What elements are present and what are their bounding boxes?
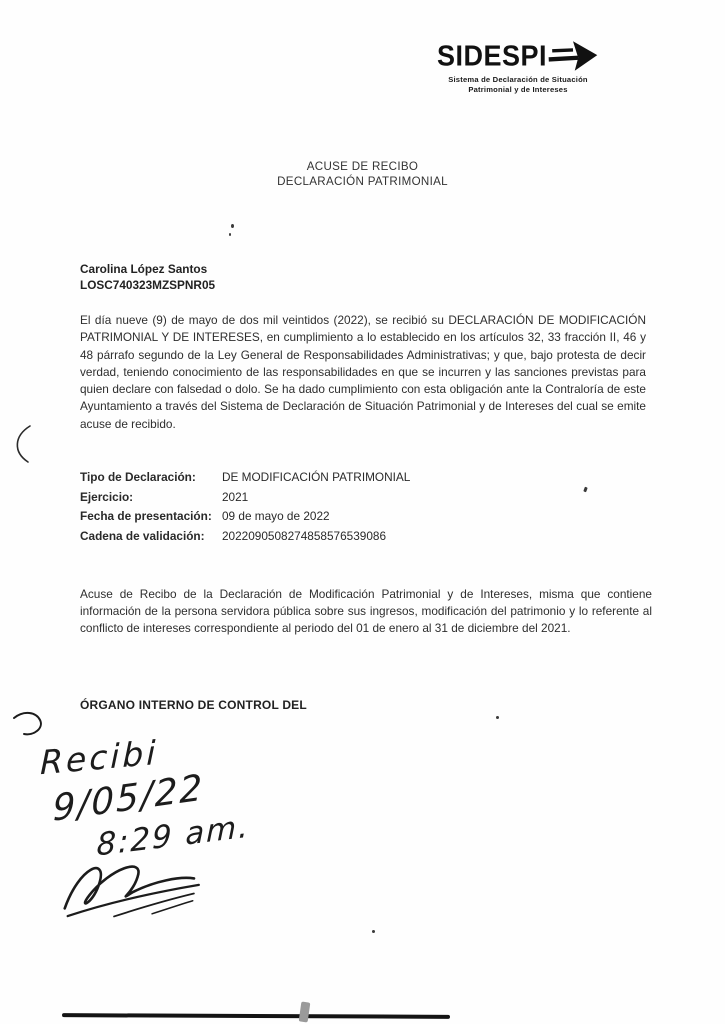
field-value: 2021 bbox=[222, 489, 249, 504]
arrow-icon bbox=[547, 38, 599, 74]
field-label: Cadena de validación: bbox=[80, 528, 205, 543]
logo-tagline bbox=[432, 75, 604, 95]
declaration-fields bbox=[80, 468, 640, 546]
field-row-fecha bbox=[80, 507, 640, 527]
declarant-name: Carolina López Santos bbox=[80, 262, 208, 276]
document-title bbox=[0, 160, 725, 189]
scan-speck bbox=[229, 233, 231, 236]
body-paragraph: El día nueve (9) de mayo de dos mil veintidos (2022), se recibió su DECLARACIÓN DE MODIFICACIÓN PATRIMONIAL Y DE INTERESES, en cumplimiento a lo establecido en los artículos 32, 33 fracción II, 46 y 48 párrafo segundo de la Ley General de Responsabilidades Administrativas; y que, bajo protesta de decir verdad, teniendo conocimiento de las responsabilidades en que se incurren y las sanciones previstas para quien declare con falsedad o dolo. Se ha dado cumplimiento con esta obligación ante la Contraloría de este Ayuntamiento a través del Sistema de Declaración de Situación Patrimonial y de Intereses del cual se emite acuse de recibido. bbox=[80, 313, 646, 431]
field-label: Ejercicio: bbox=[80, 489, 134, 504]
field-label: Fecha de presentación: bbox=[80, 509, 212, 523]
logo-tagline-line2: Patrimonial y de Intereses bbox=[468, 84, 568, 94]
declarant-id: LOSC740323MZSPNR05 bbox=[80, 277, 216, 292]
logo-tagline-line1: Sistema de Declaración de Situación bbox=[448, 75, 588, 84]
title-line1: ACUSE DE RECIBO bbox=[306, 160, 419, 173]
sidespi-logo bbox=[432, 38, 604, 95]
margin-squiggle-mark bbox=[10, 708, 52, 742]
field-label: Tipo de Declaración: bbox=[80, 470, 196, 484]
field-value: 2022090508274858576539086 bbox=[222, 528, 387, 543]
field-row-ejercicio bbox=[80, 488, 640, 508]
scan-speck bbox=[231, 224, 234, 228]
handwritten-time: 8:29 am. bbox=[96, 808, 251, 864]
scan-edge-bar bbox=[62, 1013, 450, 1019]
field-row-cadena bbox=[80, 527, 640, 547]
footer-paragraph: Acuse de Recibo de la Declaración de Modificación Patrimonial y de Intereses, misma que contiene información de la persona servidora pública sobre sus ingresos, modificación del patrimonio y lo referente al conflicto de intereses correspondiente al periodo del 01 de enero al 31 de diciembre del 2021. bbox=[80, 587, 652, 635]
scan-speck bbox=[372, 930, 375, 933]
logo-row bbox=[432, 38, 604, 74]
scan-speck bbox=[496, 716, 499, 719]
field-row-tipo bbox=[80, 468, 640, 488]
margin-paren-mark bbox=[8, 424, 36, 464]
field-value: DE MODIFICACIÓN PATRIMONIAL bbox=[222, 470, 411, 484]
declarant-block bbox=[80, 262, 215, 293]
title-line2: DECLARACIÓN PATRIMONIAL bbox=[277, 174, 448, 188]
office-heading: ÓRGANO INTERNO DE CONTROL DEL bbox=[80, 698, 307, 712]
logo-text: SIDESPI bbox=[436, 39, 548, 72]
scan-blob bbox=[299, 1001, 311, 1022]
handwritten-recibi: Recibi bbox=[39, 732, 159, 783]
handwritten-date: 9/05/22 bbox=[52, 767, 205, 830]
signature-scribble bbox=[48, 833, 217, 932]
field-value: 09 de mayo de 2022 bbox=[222, 509, 330, 523]
